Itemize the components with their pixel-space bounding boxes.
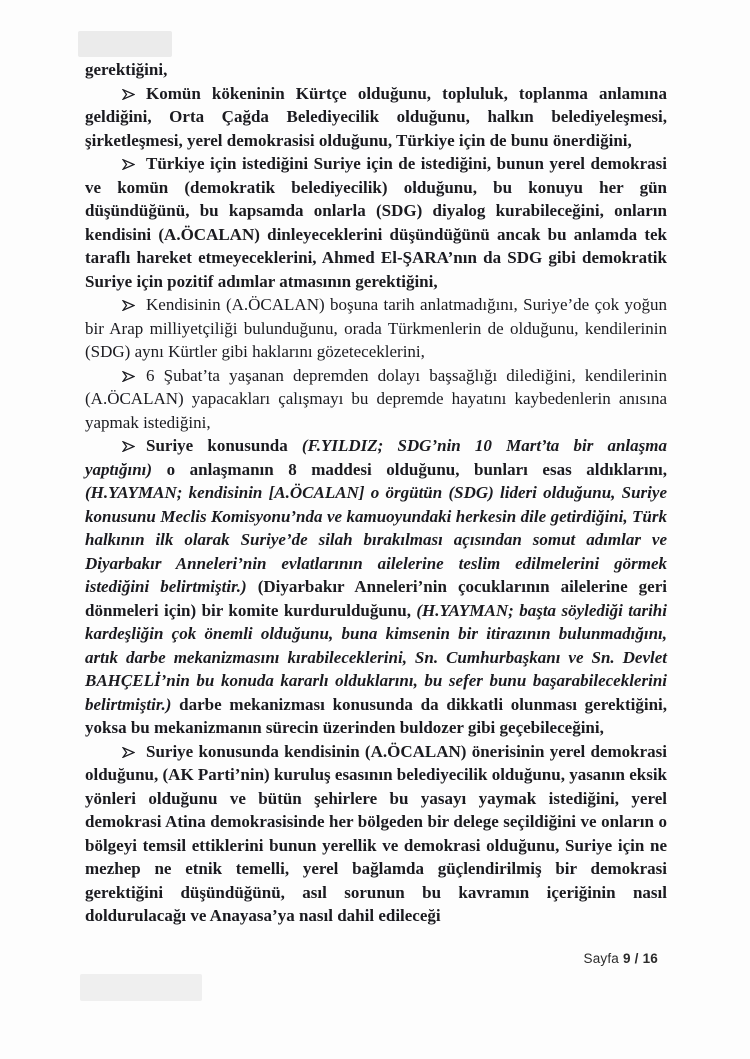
text-segment: (H.YAYMAN; kendisinin [A.ÖCALAN] o örgütün (SDG) lideri olduğunu, Suriye konusunu Meclis Komisyonu’nda ve kamuoyundaki herkesin dile getirdiğini, Türk halkının ilk olarak Suriye’de silah bırakılması açısından somut adımlar ve Diyarbakır Anneleri’nin evlatlarının ailelerine teslim edilmelerini görmek istediğini belirtmiştir.) [85,483,667,596]
text-segment: (F.YILDIZ; SDG’nin 10 Mart’ta bir anlaşma yaptığını) [85,436,667,479]
paragraph [85,364,667,435]
bullet-arrow-icon [122,154,146,173]
bullet-arrow-icon [122,366,146,385]
document-body [85,58,667,928]
text-segment: darbe mekanizması konusunda da dikkatli olunması gerektiğini, yoksa bu mekanizmanın sürecin üzerinden buldozer gibi geçebileceğini, [85,694,667,737]
text-segment: (H.YAYMAN; başta söylediği tarihi kardeşliğin çok önemli olduğunu, buna kimsenin bir itirazının bulunmadığını, artık darbe mekanizmasını kırabileceklerini, Sn. Cumhurbaşkanı ve Sn. Devlet BAHÇELİ’nin bu konuda kararlı olduklarını, bu sefer bunu başarabileceklerini belirtmiştir.) [85,600,667,714]
text-segment: (Diyarbakır Anneleri’nin çocuklarının ailelerine geri dönmeleri için) bir komite kurdurulduğunu, [85,577,667,620]
text-segment: Türkiye için istediğini Suriye için de istediğini, bunun yerel demokrasi ve komün (demokratik belediyecilik) olduğunu, bu konuyu her gün düşündüğünü, bu kapsamda onlarla (SDG) diyalog kurabileceğini, onların kendisini (A.ÖCALAN) dinleyeceklerini düşündüğünü ancak bu anlamda tek taraflı hareket etmeyeceklerini, Ahmed El-ŞARA’nın da SDG gibi demokratik Suriye için pozitif adımlar atmasının gerektiğini, [85,154,667,291]
text-segment: 6 Şubat’ta yaşanan depremden dolayı başsağlığı dilediğini, kendilerinin (A.ÖCALAN) yapacakları çalışmayı bu depremde hayatını kaybedenlerin anısına yapmak istediğini, [85,365,667,432]
paragraph [85,740,667,928]
text-segment: gerektiğini, [85,60,168,79]
text-segment: Kendisinin (A.ÖCALAN) boşuna tarih anlatmadığını, Suriye’de çok yoğun bir Arap milliyetçiliği bulunduğunu, orada Türkmenlerin de olduğunu, kendilerinin (SDG) aynı Kürtler gibi haklarını gözeteceklerini, [85,295,667,361]
paragraph [85,58,667,82]
bullet-arrow-icon [122,84,146,103]
page-footer [583,951,658,966]
paragraph [85,293,667,364]
bullet-arrow-icon [122,436,146,455]
text-segment: o anlaşmanın 8 maddesi olduğunu, bunları esas aldıklarını, [152,459,667,479]
text-segment: Komün kökeninin Kürtçe olduğunu, topluluk, toplanma anlamına geldiğini, Orta Çağda Belediyecilik olduğunu, halkın belediyeleşmesi, şirketleşmesi, yerel demokrasisi olduğunu, Türkiye için de bunu önerdiğini, [85,83,667,150]
text-segment: Suriye konusunda kendisinin (A.ÖCALAN) önerisinin yerel demokrasi olduğunu, (AK Parti’nin) kuruluş esasının belediyecilik olduğunu, yasanın eksik yönleri olduğunu ve bütün şehirlere bu yasayı yaymak istediğini, yerel demokrasi Atina demokrasisinde her bölgeden bir delege seçildiğini ve onların o bölgeyi temsil ettiklerini bunun yerellik ve demokrasi olduğunu, Suriye için ne mezhep ne etnik temelli, yerel bağlamda güçlendirilmiş bir demokrasi gerektiğini düşündüğünü, asıl sorunun bu kavramın içeriğinin nasıl doldurulacağı ve Anayasa’ya nasıl dahil edileceği [85,741,667,925]
scan-smudge-top [78,31,172,57]
paragraph [85,434,667,740]
paragraph [85,82,667,153]
text-segment: Suriye konusunda [146,436,302,455]
footer-label: Sayfa [583,951,620,966]
footer-page-number: 9 / 16 [623,951,658,966]
scan-smudge-bottom [80,974,202,1001]
paragraph [85,152,667,293]
bullet-arrow-icon [122,742,146,761]
bullet-arrow-icon [122,295,146,314]
